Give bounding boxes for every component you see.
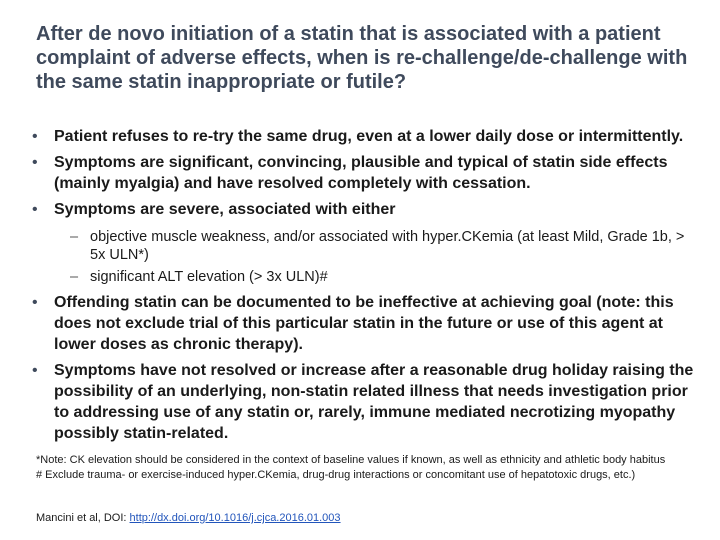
sub-bullet-text: objective muscle weakness, and/or associated with hyper.CKemia (at least Mild, Grade 1b, > 5x ULN*) — [90, 229, 685, 263]
sub-bullet-text: significant ALT elevation (> 3x ULN)# — [90, 269, 328, 285]
bullet-text: Offending statin can be documented to be ineffective at achieving goal (note: this does not exclude trial of this particular statin in the future or use of this agent at lower doses as chronic therapy). — [54, 294, 674, 353]
bullet-text: Symptoms have not resolved or increase after a reasonable drug holiday raising the possibility of an underlying, non-statin related illness that needs investigation prior to addressing use of any statin or, rarely, immune mediated necrotizing myopathy possibly statin-related. — [54, 362, 694, 442]
bullet-item — [30, 199, 700, 220]
sub-bullet-marker: – — [70, 229, 79, 245]
bullet-marker: • — [32, 362, 38, 379]
bullet-text: Patient refuses to re-try the same drug, even at a lower daily dose or intermittently. — [54, 128, 684, 145]
footnote-ck: *Note: CK elevation should be considered in the context of baseline values if known, as well as ethnicity and athletic body habitus — [36, 454, 666, 466]
footnote-exclusion: # Exclude trauma- or exercise-induced hyper.CKemia, drug-drug interactions or concomitant use of hepatotoxic drugs, etc.) — [36, 469, 636, 481]
doi-link[interactable]: http://dx.doi.org/10.1016/j.cjca.2016.01.003 — [129, 512, 341, 524]
sub-bullet-item — [30, 228, 700, 264]
bullet-marker: • — [32, 294, 38, 311]
bullet-text: Symptoms are significant, convincing, plausible and typical of statin side effects (mainly myalgia) and have resolved completely with cessation. — [54, 154, 668, 192]
slide-title: After de novo initiation of a statin that is associated with a patient complaint of adverse effects, when is re-challenge/de-challenge with the same statin inappropriate or futile? — [36, 23, 688, 93]
bullet-text: Symptoms are severe, associated with either — [54, 201, 396, 218]
bullet-item — [30, 126, 700, 147]
bullet-marker: • — [32, 201, 38, 218]
citation-prefix: Mancini et al, DOI: — [36, 512, 130, 524]
sub-bullet-item — [30, 268, 700, 286]
citation — [36, 512, 341, 524]
bullet-item — [30, 360, 700, 444]
bullet-item — [30, 292, 700, 355]
bullet-list — [30, 126, 700, 449]
bullet-marker: • — [32, 128, 38, 145]
bullet-item — [30, 152, 700, 194]
bullet-marker: • — [32, 154, 38, 171]
sub-bullet-marker: – — [70, 269, 79, 285]
footnotes — [36, 453, 696, 483]
